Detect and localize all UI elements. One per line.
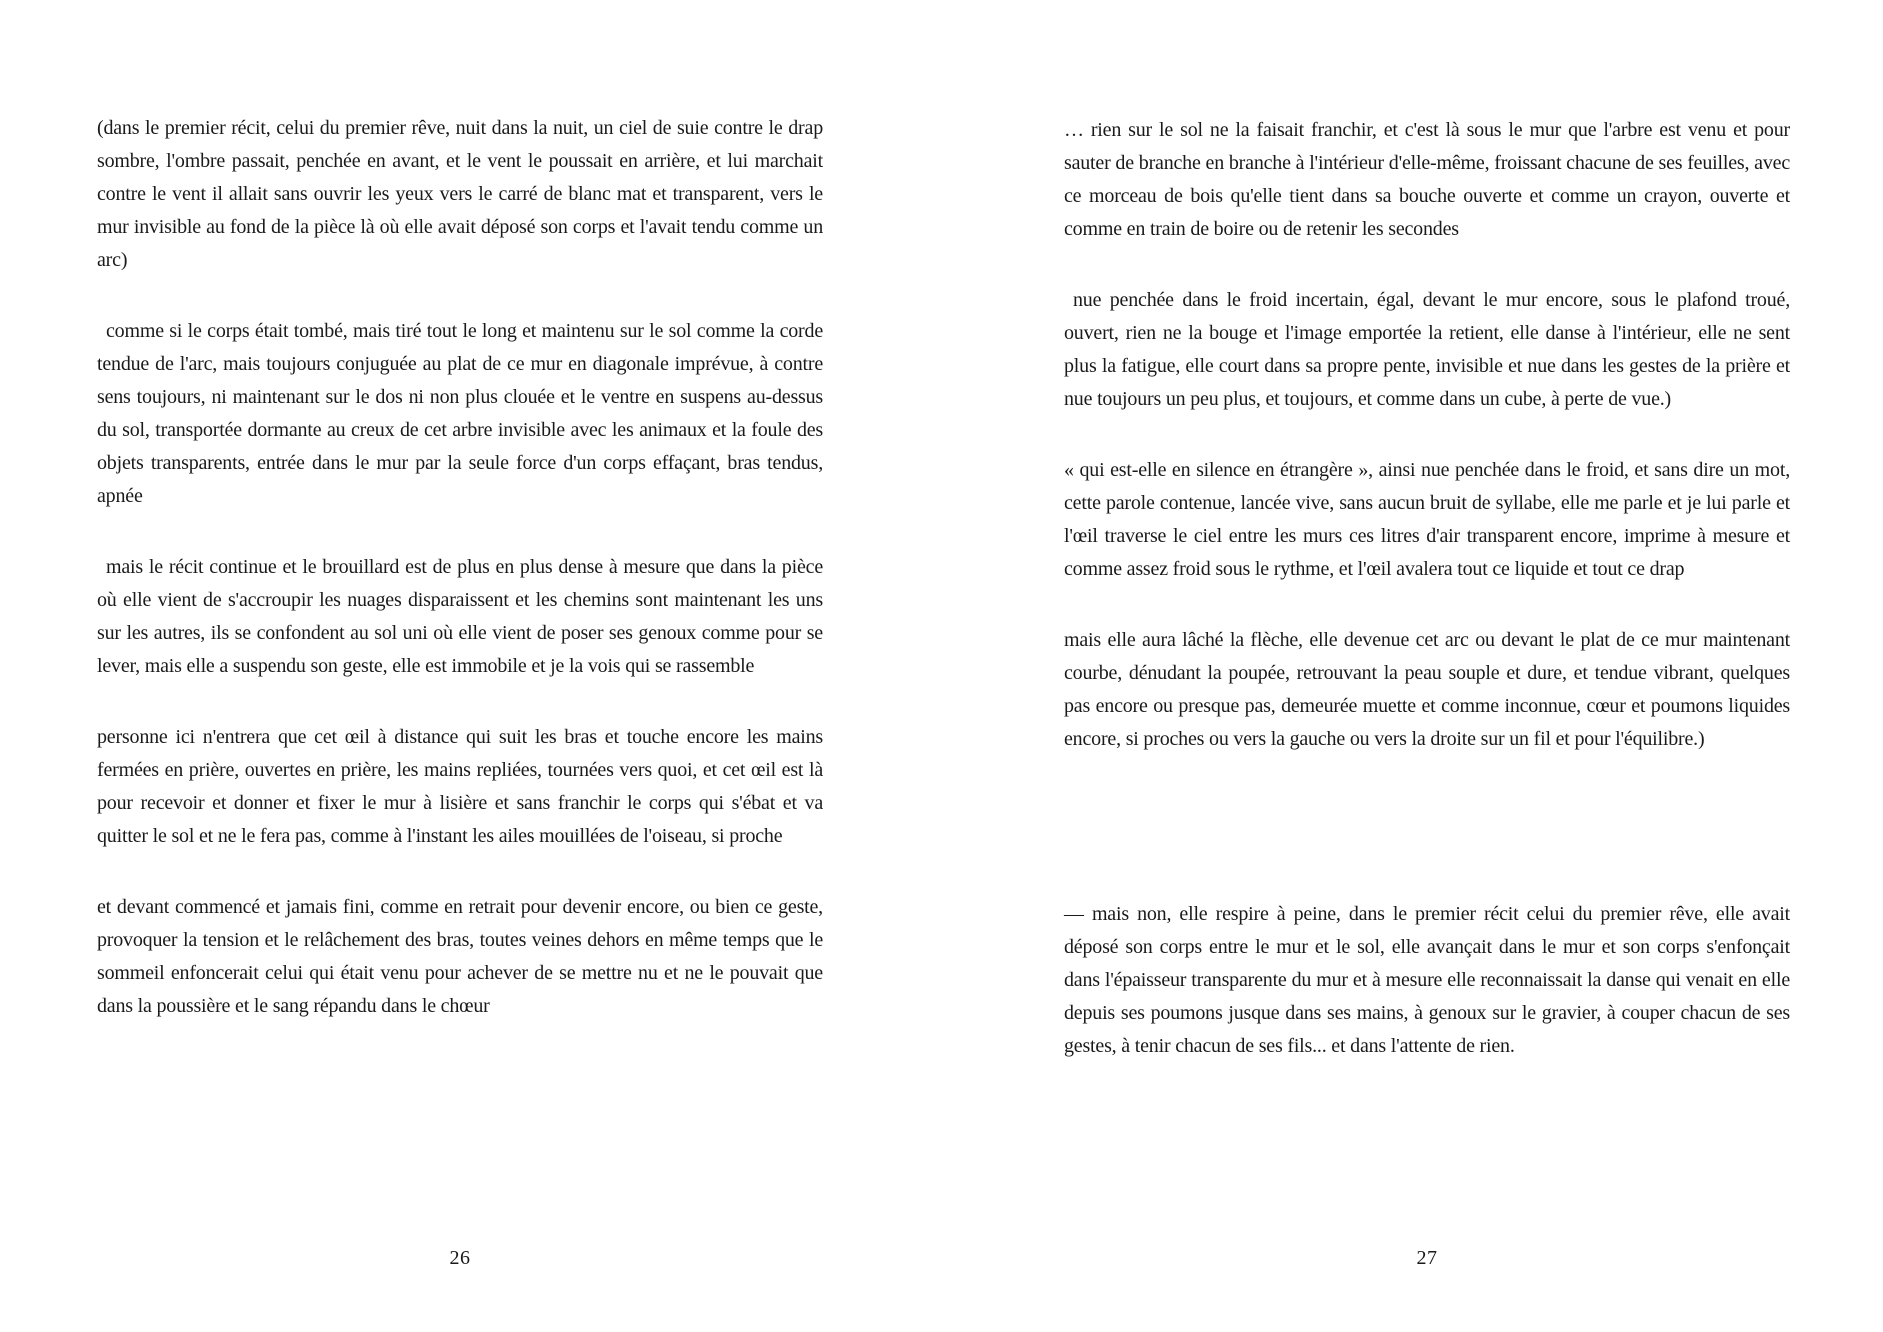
paragraph-left-5: et devant commencé et jamais fini, comme en retrait pour devenir encore, ou bien ce geste, provoquer la tension et le relâchement des bras, toutes veines dehors en même temps que le sommeil enfoncerait celui qui était venu pour achever de se mettre nu et ne le pouvait que dans la poussière et le sang répandu dans le chœur — [97, 896, 823, 1017]
page-number-right: 27 — [1416, 1247, 1438, 1269]
paragraph-right-3: « qui est-elle en silence en étrangère », ainsi nue penchée dans le froid, et sans dire un mot, cette parole contenue, lancée vive, sans aucun bruit de syllabe, elle me parle et je lui parle et l'œil traverse le ciel entre les murs ces litres d'air transparent encore, imprime à mesure et comme assez froid sous le rythme, et l'œil avalera tout ce liquide et tout ce drap — [1064, 459, 1790, 580]
page-26-text-block — [97, 112, 823, 1023]
paragraph-right-5: — mais non, elle respire à peine, dans le premier récit celui du premier rêve, elle avait déposé son corps entre le mur et le sol, elle avançait dans le mur et son corps s'enfonçait dans l'épaisseur transparente du mur et à mesure elle reconnaissait la danse qui venait en elle depuis ses poumons jusque dans ses mains, à genoux sur le gravier, à couper chacun de ses gestes, à tenir chacun de ses fils... et dans l'attente de rien. — [1064, 903, 1790, 1057]
page-27 — [941, 0, 1882, 1332]
paragraph-left-1: (dans le premier récit, celui du premier rêve, nuit dans la nuit, un ciel de suie contre le drap sombre, l'ombre passait, penchée en avant, et le vent le poussait en arrière, et lui marchait contre le vent il allait sans ouvrir les yeux vers le carré de blanc mat et transparent, vers le mur invisible au fond de la pièce là où elle avait déposé son corps et l'avait tendu comme un arc) — [97, 117, 823, 271]
paragraph-right-1: … rien sur le sol ne la faisait franchir, et c'est là sous le mur que l'arbre est venu et pour sauter de branche en branche à l'intérieur d'elle-même, froissant chacune de ses feuilles, avec ce morceau de bois qu'elle tient dans sa bouche ouverte et comme un crayon, ouverte et comme en train de boire ou de retenir les secondes — [1064, 119, 1790, 240]
paragraph-right-2: nue penchée dans le froid incertain, égal, devant le mur encore, sous le plafond troué, ouvert, rien ne la bouge et l'image emportée la retient, elle danse à l'intérieur, elle ne sent plus la fatigue, elle court dans sa propre pente, invisible et nue dans les gestes de la prière et nue toujours un peu plus, et toujours, et comme dans un cube, à perte de vue.) — [1064, 289, 1790, 410]
paragraph-left-4: personne ici n'entrera que cet œil à distance qui suit les bras et touche encore les mains fermées en prière, ouvertes en prière, les mains repliées, tournées vers quoi, et cet œil est là pour recevoir et donner et fixer le mur à lisière et sans franchir le corps qui s'ébat et va quitter le sol et ne le fera pas, comme à l'instant les ailes mouillées de l'oiseau, si proche — [97, 726, 823, 847]
paragraph-right-4: mais elle aura lâché la flèche, elle devenue cet arc ou devant le plat de ce mur maintenant courbe, dénudant la poupée, retrouvant la peau souple et dure, et tendue vibrant, quelques pas encore ou presque pas, demeurée muette et comme inconnue, cœur et poumons liquides encore, si proches ou vers la gauche ou vers la droite sur un fil et pour l'équilibre.) — [1064, 629, 1790, 750]
paragraph-left-3: mais le récit continue et le brouillard est de plus en plus dense à mesure que dans la pièce où elle vient de s'accroupir les nuages disparaissent et les chemins sont maintenant les uns sur les autres, ils se confondent au sol uni où elle vient de poser ses genoux comme pour se lever, mais elle a suspendu son geste, elle est immobile et je la vois qui se rassemble — [97, 556, 823, 677]
page-26 — [0, 0, 941, 1332]
page-27-text-block — [1064, 114, 1790, 1063]
paragraph-left-2: comme si le corps était tombé, mais tiré tout le long et maintenu sur le sol comme la corde tendue de l'arc, mais toujours conjuguée au plat de ce mur en diagonale imprévue, à contre sens toujours, ni maintenant sur le dos ni non plus clouée et le ventre en suspens au-dessus du sol, transportée dormante au creux de cet arbre invisible avec les animaux et la foule des objets transparents, entrée dans le mur par la seule force d'un corps effaçant, bras tendus, apnée — [97, 320, 823, 507]
page-number-left: 26 — [449, 1247, 471, 1269]
